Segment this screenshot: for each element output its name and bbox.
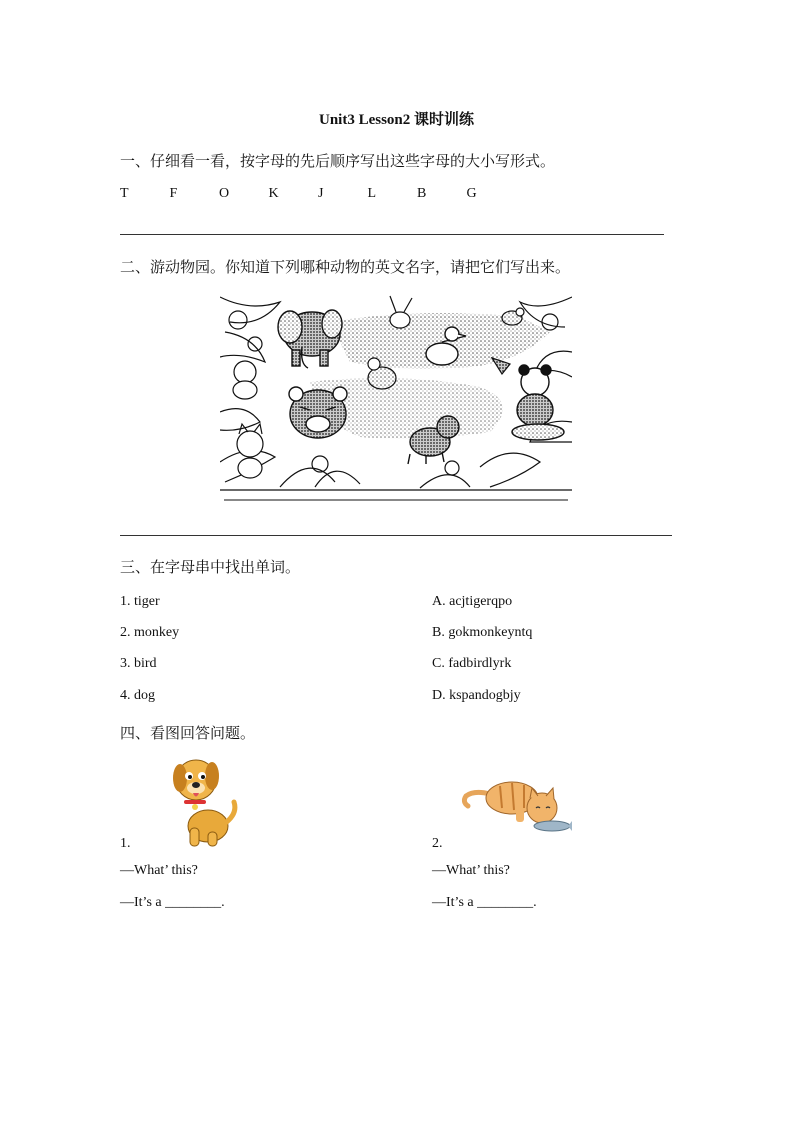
page-title: Unit3 Lesson2 课时训练	[318, 112, 475, 128]
answer-line	[120, 234, 664, 235]
letter: T	[120, 186, 129, 201]
answer-text: —It’s a ________.	[432, 895, 537, 910]
word-item: 1. tiger	[120, 594, 160, 609]
letter: L	[367, 186, 377, 201]
question-number: 1.	[120, 836, 131, 851]
question-text: —What’ this?	[120, 863, 198, 878]
section-3-heading: 三、在字母串中找出单词。	[120, 560, 301, 576]
cat-picture	[460, 772, 572, 836]
letter: F	[169, 186, 178, 201]
letter: K	[268, 186, 279, 201]
word-item: 2. monkey	[120, 625, 180, 640]
letter-string: A. acjtigerqpo	[432, 594, 513, 609]
letter-string: D. kspandogbjy	[432, 688, 521, 703]
word-item: 4. dog	[120, 688, 155, 703]
letter-string: C. fadbirdlyrk	[432, 656, 512, 671]
letter: O	[219, 186, 230, 201]
question-text: —What’ this?	[432, 863, 510, 878]
answer-line	[120, 535, 672, 536]
word-item: 3. bird	[120, 656, 157, 671]
letter-string: B. gokmonkeyntq	[432, 625, 533, 640]
section-2-heading: 二、游动物园。你知道下列哪种动物的英文名字，请把它们写出来。	[120, 260, 571, 276]
zoo-illustration	[220, 292, 572, 504]
letter: B	[417, 186, 427, 201]
answer-text: —It’s a ________.	[120, 895, 225, 910]
letter-row	[120, 186, 516, 202]
question-number: 2.	[432, 836, 443, 851]
section-4-heading: 四、看图回答问题。	[120, 726, 256, 742]
dog-picture	[168, 754, 240, 850]
letter: J	[318, 186, 324, 201]
letter: G	[466, 186, 477, 201]
section-1-heading: 一、仔细看一看，按字母的先后顺序写出这些字母的大小写形式。	[120, 154, 556, 170]
